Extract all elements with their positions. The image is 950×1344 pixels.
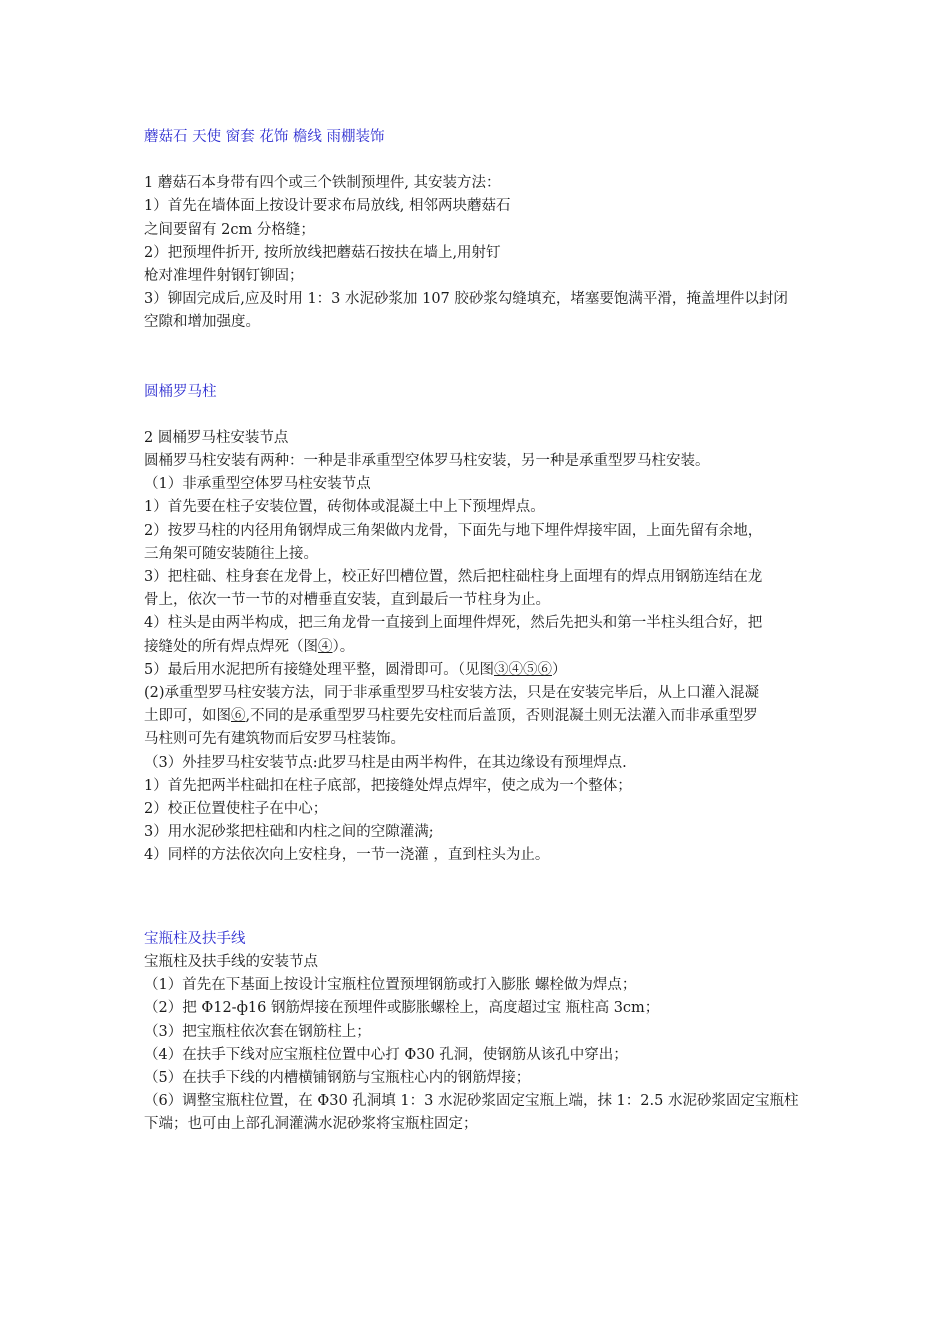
text-line: 3）铆固完成后,应及时用 1：3 水泥砂浆加 107 胶砂浆勾缝填充，堵塞要饱满平滑，掩盖埋件以封闭 [144,291,788,308]
text-segment: 接缝处的所有焊点焊死（图 [144,638,318,655]
section-body-mushroom-stone [144,172,814,334]
text-segment: ,不同的是承重型罗马柱要先安柱而后盖顶，否则混凝土则无法灌入而非承重型罗 [245,708,758,725]
text-segment: 5）最后用水泥把所有接缝处理平整，圆滑即可。（见图 [144,661,494,678]
text-line: 圆桶罗马柱安装有两种：一种是非承重型空体罗马柱安装，另一种是承重型罗马柱安装。 [144,453,710,470]
text-line: （3）把宝瓶柱依次套在钢筋柱上； [144,1023,371,1040]
text-line: 下端；也可由上部孔洞灌满水泥砂浆将宝瓶柱固定； [144,1116,478,1133]
section-heading-roman-column: 圆桶罗马柱 [144,383,217,400]
section-heading-baluster: 宝瓶柱及扶手线 [144,930,246,947]
text-line: 3）用水泥砂浆把柱础和内柱之间的空隙灌满; [144,824,434,841]
text-line [144,705,814,728]
text-line: 4）同样的方法依次向上安柱身，一节一浇灌 ，直到柱头为止。 [144,847,550,864]
text-line: 3）把柱础、柱身套在龙骨上，校正好凹槽位置，然后把柱础柱身上面埋有的焊点用钢筋连结在龙 [144,569,763,586]
figure-ref-6: ⑥ [231,708,246,725]
text-line: （2）把 Φ12-ф16 钢筋焊接在预埋件或膨胀螺栓上，高度超过宝 瓶柱高 3cm； [144,1000,660,1017]
text-line: 1 蘑菇石本身带有四个或三个铁制预埋件, 其安装方法： [144,175,501,192]
section-body-baluster [144,951,814,1137]
text-line: 1）首先要在柱子安装位置，砖彻体或混凝土中上下预埋焊点。 [144,499,545,516]
text-line: 4）柱头是由两半构成，把三角龙骨一直接到上面埋件焊死，然后先把头和第一半柱头组合好，把 [144,615,763,632]
section-heading-mushroom-stone: 蘑菇石 天使 窗套 花饰 檐线 雨棚装饰 [144,129,385,145]
text-line: 马柱则可先有建筑物而后安罗马柱装饰。 [144,731,405,748]
text-segment: ）。 [332,638,355,655]
text-line [144,659,814,682]
text-line: 枪对准埋件射钢钉铆固； [144,268,304,285]
text-line: 2）校正位置使柱子在中心； [144,801,328,818]
text-line: （5）在扶手下线的内槽横铺钢筋与宝瓶柱心内的钢筋焊接； [144,1069,531,1086]
text-line: （1）非承重型空体罗马柱安装节点 [144,476,371,493]
text-line: 1）首先把两半柱础扣在柱子底部，把接缝处焊点焊牢，使之成为一个整体； [144,777,632,794]
text-line: （3）外挂罗马柱安装节点:此罗马柱是由两半构件，在其边缘设有预埋焊点. [144,754,627,771]
document-body [144,126,814,1137]
text-segment: ） [551,661,567,678]
text-line: 2）按罗马柱的内径用角钢焊成三角架做内龙骨，下面先与地下埋件焊接牢固，上面先留有余地， [144,522,763,539]
text-line: 2）把预埋件折开, 按所放线把蘑菇石按扶在墙上,用射钉 [144,244,501,261]
text-line: 之间要留有 2cm 分格缝； [144,221,315,238]
figure-ref-3456: ③④⑤⑥ [493,661,552,678]
text-line: （6）调整宝瓶柱位置，在 Φ30 孔洞填 1：3 水泥砂浆固定宝瓶上端，抹 1：2.5 水泥砂浆固定宝瓶柱 [144,1093,799,1110]
text-line: （1）首先在下基面上按设计宝瓶柱位置预埋钢筋或打入膨胀 螺栓做为焊点； [144,977,637,994]
text-line: 1）首先在墙体面上按设计要求布局放线, 相邻两块蘑菇石 [144,198,511,215]
section-body-roman-column [144,427,814,868]
text-line: (2)承重型罗马柱安装方法，同于非承重型罗马柱安装方法，只是在安装完毕后，从上口灌入混凝 [144,685,760,702]
text-line: 骨上，依次一节一节的对槽垂直安装，直到最后一节柱身为止。 [144,592,550,609]
figure-ref-4: ④ [318,638,333,655]
text-line [144,636,814,659]
text-line: 2 圆桶罗马柱安装节点 [144,429,289,446]
text-line: 空隙和增加强度。 [144,314,260,331]
text-line: 三角架可随安装随往上接。 [144,545,318,562]
text-segment: 土即可，如图 [144,708,231,725]
text-line: （4）在扶手下线对应宝瓶柱位置中心打 Φ30 孔洞，使钢筋从该孔中穿出； [144,1046,628,1063]
text-line: 宝瓶柱及扶手线的安装节点 [144,953,318,970]
